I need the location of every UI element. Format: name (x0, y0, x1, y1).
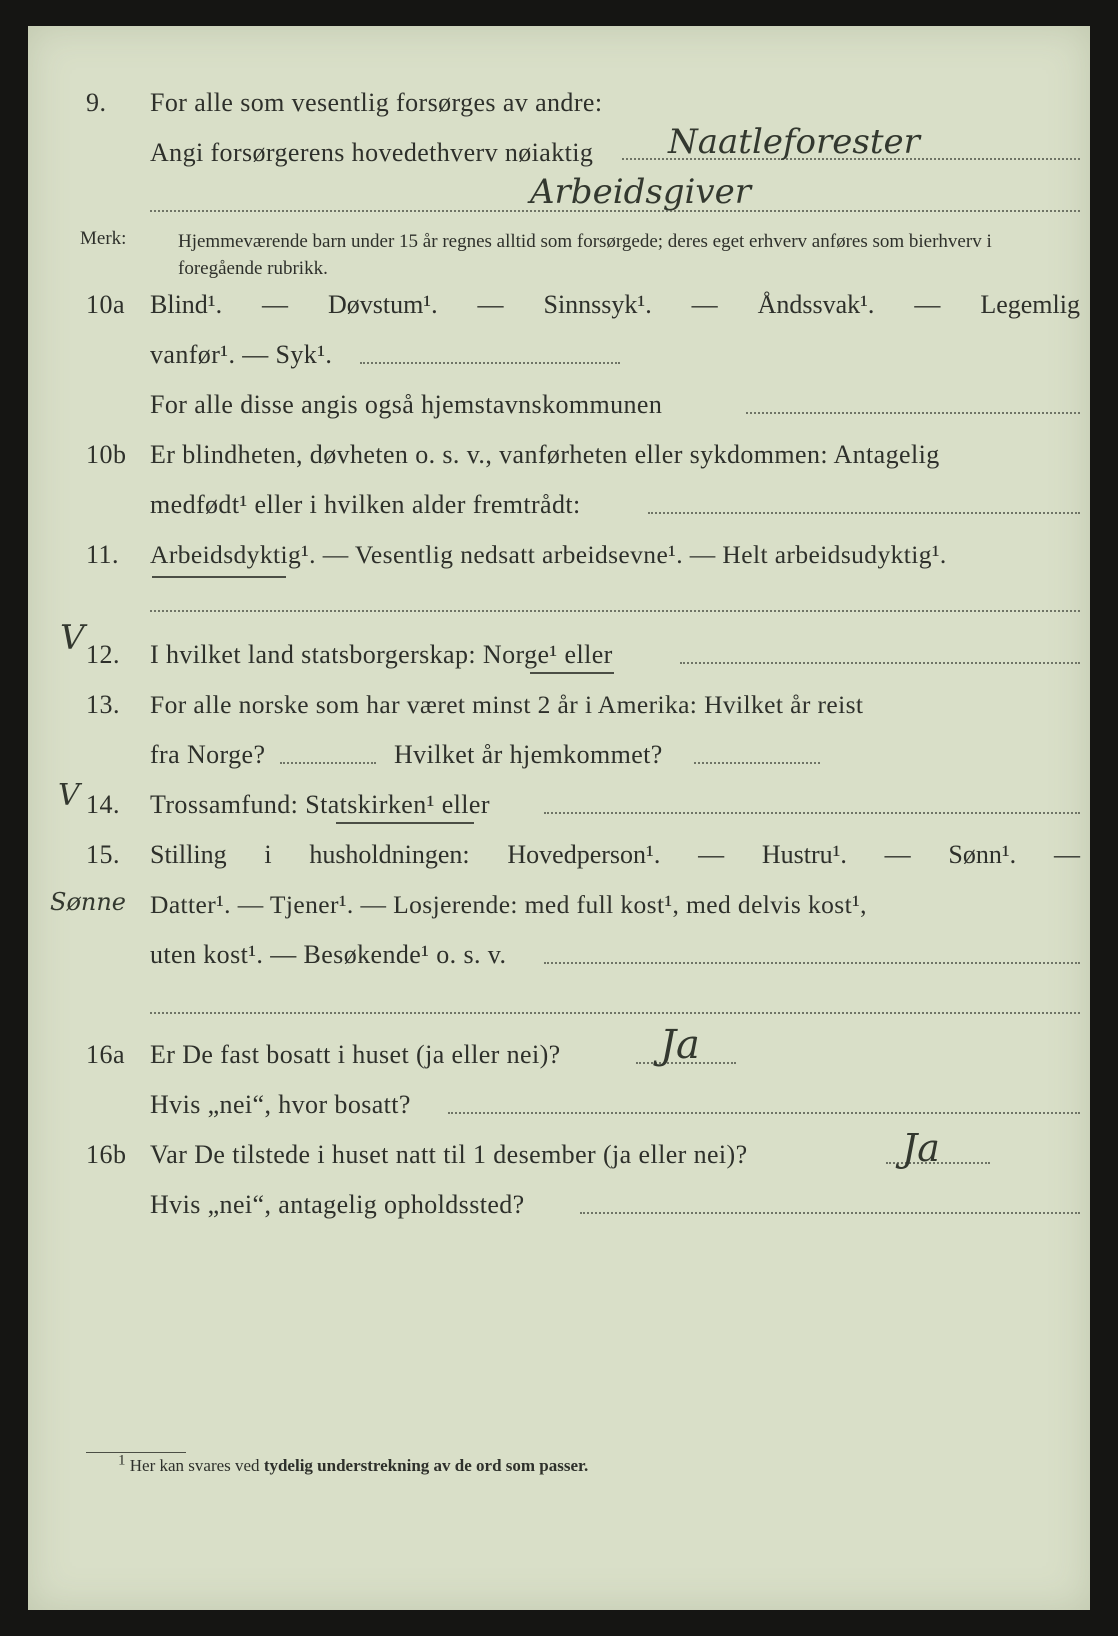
q10a-w4: Sinnssyk¹. (543, 290, 652, 319)
q16b-handwritten-answer: Ja (902, 1126, 940, 1170)
q10b-number: 10b (86, 440, 127, 469)
q10b-line1: Er blindheten, døvheten o. s. v., vanførheten eller sykdommen: Antagelig (150, 440, 940, 469)
q15-w2: husholdningen: (309, 840, 470, 869)
q10a-w7: — (914, 290, 941, 319)
q16a-number: 16a (86, 1040, 126, 1069)
footnote-text-a: Her kan svares ved (129, 1456, 260, 1475)
q10a-w8: Legemlig (980, 290, 1080, 319)
q14-line: Trossamfund: Statskirken¹ eller (150, 790, 490, 819)
q15-w6: — (884, 840, 911, 869)
q11-handwritten-underline (152, 576, 286, 578)
merk-label: Merk: (80, 228, 127, 249)
footnote (118, 1452, 589, 1476)
q15-fill-line (544, 962, 1080, 964)
q10a-w5: — (691, 290, 718, 319)
q16b-line1: Var De tilstede i huset natt til 1 desember (ja eller nei)? (150, 1140, 748, 1169)
q15-w3: Hovedperson¹. (507, 840, 661, 869)
q12-fill-line (680, 662, 1080, 664)
q10a-w6: Åndssvak¹. (757, 290, 875, 319)
q13-line1: For alle norske som har været minst 2 år i Amerika: Hvilket år reist (150, 690, 864, 719)
q10a-number: 10a (86, 290, 126, 319)
q16b-number: 16b (86, 1140, 127, 1169)
q9-number: 9. (86, 88, 107, 117)
q15-w0: Stilling (150, 840, 227, 869)
q15-fill-line-2 (150, 1012, 1080, 1014)
q9-line1: For alle som vesentlig forsørges av andre: (150, 88, 603, 117)
q10b-fill-line (648, 512, 1080, 514)
q13-number: 13. (86, 690, 120, 719)
q10a-fill-line-3 (746, 412, 1080, 414)
q15-w8: — (1053, 840, 1080, 869)
q15-w4: — (698, 840, 725, 869)
q9-handwritten-employer: Arbeidsgiver (530, 172, 751, 212)
q9-line2: Angi forsørgerens hovedethverv nøiaktig (150, 138, 594, 167)
census-form-page (28, 26, 1090, 1610)
q10a-w0: Blind¹. (150, 290, 223, 319)
q10a-w2: Døvstum¹. (327, 290, 438, 319)
q15-number: 15. (86, 840, 120, 869)
footnote-rule (86, 1452, 186, 1453)
q15-w5: Hustru¹. (761, 840, 847, 869)
footnote-marker: 1 (118, 1452, 126, 1469)
q16a-line1: Er De fast bosatt i huset (ja eller nei)? (150, 1040, 561, 1069)
q13-line2b: Hvilket år hjemkommet? (394, 740, 663, 769)
q15-handwritten-margin-note: Sønne (50, 888, 127, 916)
q15-line2: Datter¹. — Tjener¹. — Losjerende: med full kost¹, med delvis kost¹, (150, 890, 867, 919)
q16a-fill-line-2 (448, 1112, 1080, 1114)
q9-handwritten-occupation: Naatleforester (668, 122, 920, 162)
q15-w7: Sønn¹. (948, 840, 1017, 869)
q11-line: Arbeidsdyktig¹. — Vesentlig nedsatt arbeidsevne¹. — Helt arbeidsudyktig¹. (150, 540, 947, 569)
q15-line1 (150, 840, 1080, 870)
q10a-line2: vanfør¹. — Syk¹. (150, 340, 333, 369)
q13-fill-line-a (280, 762, 376, 764)
q15-w1: i (264, 840, 272, 869)
q10b-line2: medfødt¹ eller i hvilken alder fremtrådt: (150, 490, 581, 519)
q10a-w3: — (477, 290, 504, 319)
footnote-text-b: tydelig understrekning av de ord som passer. (263, 1456, 589, 1475)
q12-number: 12. (86, 640, 120, 669)
q11-fill-line (150, 610, 1080, 612)
q14-statskirken-underline (336, 822, 474, 824)
q16a-handwritten-answer: Ja (660, 1022, 700, 1068)
q10a-line3: For alle disse angis også hjemstavnskommunen (150, 390, 663, 419)
q12-line: I hvilket land statsborgerskap: Norge¹ eller (150, 640, 613, 669)
q16b-line2: Hvis „nei“, antagelig opholdssted? (150, 1190, 525, 1219)
q14-number: 14. (86, 790, 120, 819)
q16b-fill-line-2 (580, 1212, 1080, 1214)
q10a-line1 (150, 290, 1080, 320)
q14-fill-line (544, 812, 1080, 814)
q10a-w1: — (262, 290, 289, 319)
q11-number: 11. (86, 540, 120, 569)
q10a-fill-line-2 (360, 362, 620, 364)
q13-fill-line-b (694, 762, 820, 764)
q12-norge-underline (530, 672, 614, 674)
q16a-line2: Hvis „nei“, hvor bosatt? (150, 1090, 411, 1119)
merk-text: Hjemmeværende barn under 15 år regnes alltid som forsørgede; deres eget erhverv anføres som bierhverv i foregående rubrikk. (178, 231, 992, 279)
q13-line2a: fra Norge? (150, 740, 266, 769)
q15-line3: uten kost¹. — Besøkende¹ o. s. v. (150, 940, 507, 969)
q14-check-mark: V (58, 778, 80, 813)
q12-check-mark: V (60, 618, 85, 658)
